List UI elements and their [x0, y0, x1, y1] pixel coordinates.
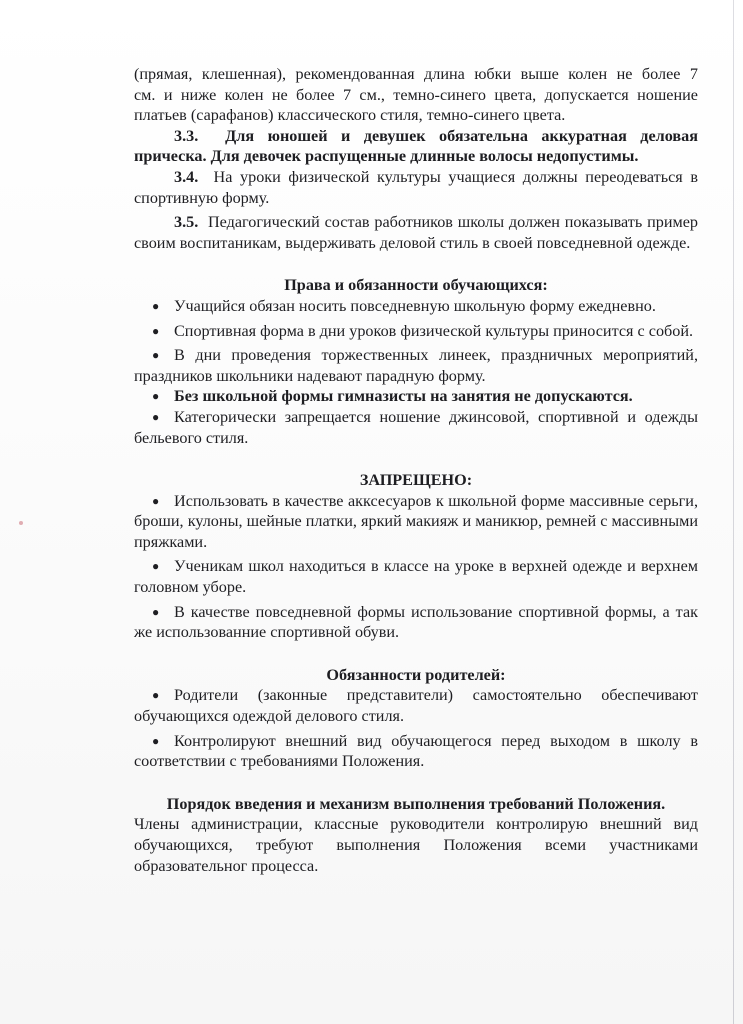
- intro-line-2: см. и ниже колен не более 7 см., темно-синего цвета, допускается ношение: [134, 85, 698, 104]
- section-heading-parents: Обязанности родителей:: [326, 665, 506, 684]
- list-item: ● Родители (законные представители) самостоятельно обеспечивают обучающихся одеждой делового стиля.: [134, 686, 698, 726]
- bullet-icon: ●: [152, 323, 160, 338]
- list-item: ● Контролируют внешний вид обучающегося перед выходом в школу в соответствии с требованиями Положения.: [134, 731, 698, 771]
- section-heading-rights: Права и обязанности обучающихся:: [284, 276, 548, 295]
- list-item: ● Использовать в качестве акксесуаров к школьной форме массивные серьги, броши, кулоны, шейные платки, яркий макияж и маникюр, ремней с массивными пряжками.: [134, 491, 698, 551]
- list-item: ● В качестве повседневной формы использование спортивной формы, а так же использованние спортивной обуви.: [134, 602, 698, 642]
- list-item: ● Без школьной формы гимназисты на занятия не допускаются.: [152, 387, 633, 406]
- list-item: ● Спортивная форма в дни уроков физической культуры приносится с собой.: [152, 321, 694, 340]
- bullet-icon: ●: [152, 604, 160, 619]
- section-heading-forbidden: ЗАПРЕЩЕНО:: [359, 471, 473, 490]
- intro-line-1: (прямая, клешенная), рекомендованная длина юбки выше колен не более 7: [134, 65, 698, 83]
- document-body: [0, 64, 743, 876]
- bullet-icon: ●: [152, 389, 160, 404]
- item-text: Для юношей и девушек обязательна аккуратная деловая прическа. Для девочек распущенные длинные волосы недопустимы.: [134, 126, 699, 166]
- item-number: 3.5.: [174, 213, 199, 232]
- item-number: 3.3.: [174, 126, 199, 145]
- list-item: ● В дни проведения торжественных линеек, праздничных мероприятий, праздников школьники надевают парадную форму.: [134, 346, 698, 385]
- bullet-icon: ●: [152, 348, 160, 363]
- item-text: На уроки физической культуры учащиеся должны переодеваться в спортивную форму.: [134, 167, 699, 207]
- item-3-4: [0, 167, 698, 208]
- bullet-icon: ●: [152, 298, 160, 313]
- item-3-3: [0, 126, 698, 167]
- section-heading-procedure: Порядок введения и механизм выполнения требований Положения.: [166, 794, 666, 813]
- bullet-icon: ●: [152, 409, 160, 424]
- procedure-text: Члены администрации, классные руководители контролирую внешний вид обучающихся, требуют выполнения Положения всеми участниками образовательног процесса.: [134, 815, 698, 875]
- item-number: 3.4.: [174, 167, 199, 186]
- item-text: Педагогический состав работников школы должен показывать пример своим воспитаникам, выдерживать деловой стиль в своей повседневной одежде.: [134, 213, 699, 252]
- list-item: ● Категорически запрещается ношение джинсовой, спортивной и одежды бельевого стиля.: [134, 407, 698, 447]
- intro-line-3: платьев (сарафанов) классического стиля, темно-синего цвета.: [134, 106, 566, 125]
- list-item: ● Ученикам школ находиться в классе на уроке в верхней одежде и верхнем головном уборе.: [134, 557, 698, 597]
- bullet-icon: ●: [152, 559, 160, 574]
- item-3-5: [0, 212, 698, 253]
- bullet-icon: ●: [152, 493, 160, 508]
- bullet-icon: ●: [152, 733, 160, 748]
- bullet-icon: ●: [152, 688, 160, 703]
- list-item: ● Учащийся обязан носить повседневную школьную форму ежедневно.: [152, 296, 656, 315]
